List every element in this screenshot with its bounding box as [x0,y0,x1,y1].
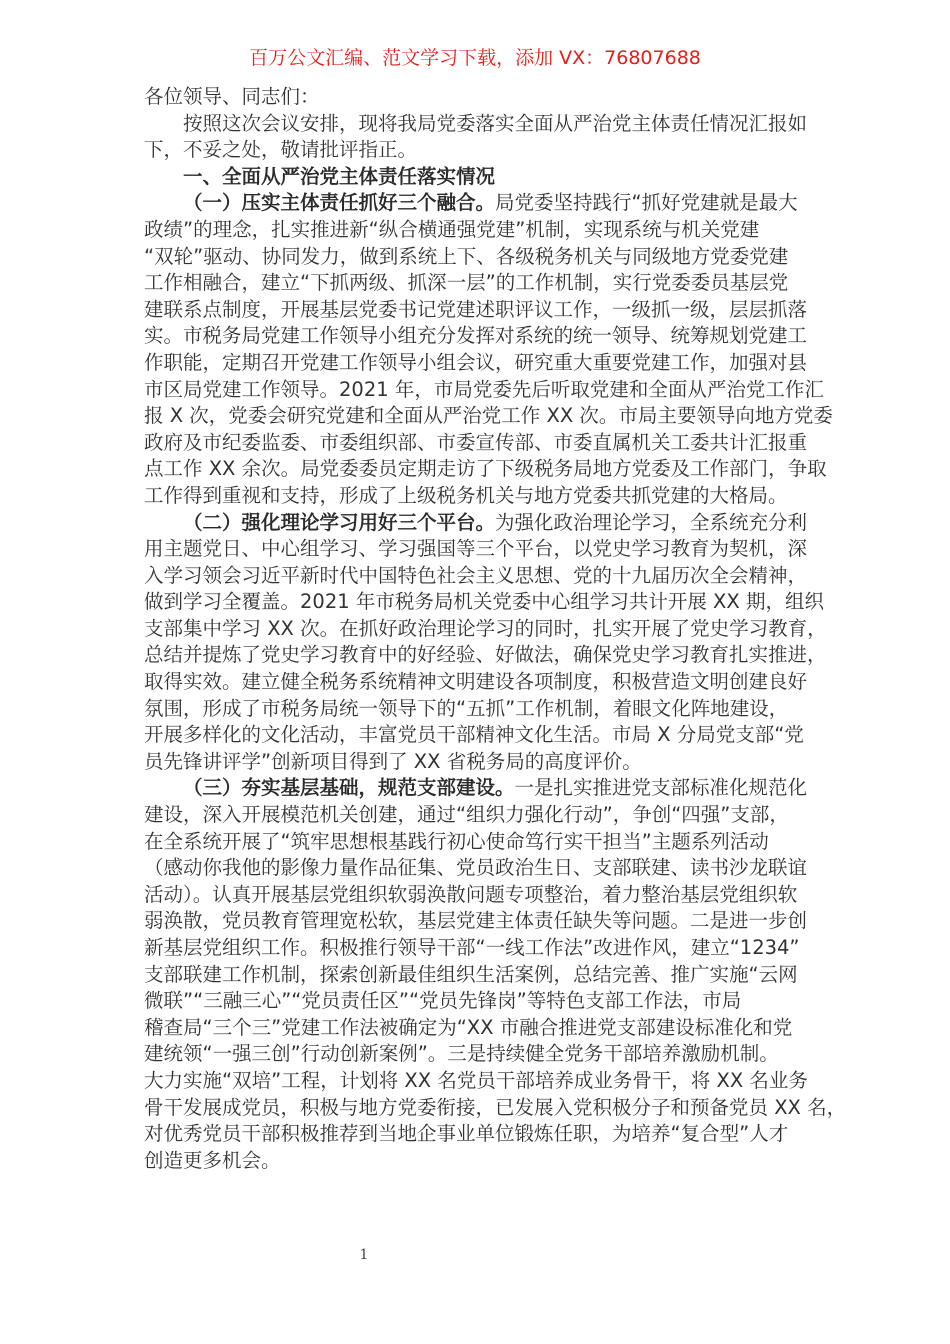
paragraph-line: 市区局党建工作领导。2021 年，市局党委先后听取党建和全面从严治党工作汇 [144,377,824,401]
paragraph-lead: （二）强化理论学习用好三个平台。 [183,510,496,534]
section-heading: 一、全面从严治党主体责任落实情况 [183,164,496,188]
paragraph-line: 稽查局“三个三”党建工作法被确定为“XX 市融合推进党支部建设标准化和党 [144,1015,793,1039]
intro-line: 下，不妥之处，敬请批评指正。 [144,138,418,162]
paragraph-line: 做到学习全覆盖。2021 年市税务局机关党委中心组学习共计开展 XX 期，组织 [144,590,824,614]
paragraph-first-line [144,190,814,217]
paragraph-line: 工作得到重视和支持，形成了上级税务机关与地方党委共抓党建的大格局。 [144,483,788,507]
paragraph-line: 实。市税务局党建工作领导小组充分发挥对系统的统一领导、统筹规划党建工 [144,324,808,348]
paragraph-line: 点工作 XX 余次。局党委委员定期走访了下级税务局地方党委及工作部门，争取 [144,457,827,481]
paragraph-line: 建联系点制度，开展基层党委书记党建述职评议工作，一级抓一级，层层抓落 [144,297,808,321]
paragraph-line: 新基层党组织工作。积极推行领导干部“一线工作法”改进作风，建立“1234” [144,936,800,959]
paragraph-line: 建设，深入开展模范机关创建，通过“组织力强化行动”，争创“四强”支部， [144,803,789,827]
paragraph-line: 支部联建工作机制，探索创新最佳组织生活案例，总结完善、推广实施“云网 [144,962,798,986]
paragraph-line: 创造更多机会。 [144,1148,281,1172]
document-body [144,84,847,1174]
paragraph-line: 用主题党日、中心组学习、学习强国等三个平台，以党史学习教育为契机，深 [144,537,808,561]
page-number: 1 [359,1247,369,1263]
paragraph-line: 氛围，形成了市税务局统一领导下的“五抓”工作机制，着眼文化阵地建设， [144,696,789,720]
paragraph-line: 在全系统开展了“筑牢思想根基践行初心使命笃行实干担当”主题系列活动 [144,829,769,853]
paragraph-line: 微联”“三融三心”“党员责任区”“党员先锋岗”等特色支部工作法，市局 [144,989,742,1013]
paragraph-line: 员先锋讲评学”创新项目得到了 XX 省税务局的高度评价。 [144,749,642,773]
paragraph-text: 局党委坚持践行“抓好党建就是最大 [495,191,798,215]
paragraph-line: 支部集中学习 XX 次。在抓好政治理论学习的同时，扎实开展了党史学习教育， [144,616,827,640]
intro-line: 按照这次会议安排，现将我局党委落实全面从严治党主体责任情况汇报如 [183,111,808,135]
paragraph-lead: （三）夯实基层基础，规范支部建设。 [183,776,515,800]
paragraph-line: 报 X 次，党委会研究党建和全面从严治党工作 XX 次。市局主要领导向地方党委 [144,404,833,428]
paragraph-first-line [144,775,814,802]
paragraph-line: 骨干发展成党员，积极与地方党委衔接，已发展入党积极分子和预备党员 XX 名， [144,1095,847,1119]
paragraph-line: 政府及市纪委监委、市委组织部、市委宣传部、市委直属机关工委共计汇报重 [144,430,808,454]
paragraph-line: （感动你我他的影像力量作品征集、党员政治生日、支部联建、读书沙龙联谊 [144,856,808,880]
paragraph-line: 入学习领会习近平新时代中国特色社会主义思想、党的十九届历次全会精神， [144,563,808,587]
watermark-header: 百万公文汇编、范文学习下载，添加 VX：76807688 [249,47,701,69]
paragraph-line: 政绩”的理念，扎实推进新“纵合横通强党建”机制，实现系统与机关党建 [144,217,760,241]
paragraph-line: 工作相融合，建立“下抓两级、抓深一层”的工作机制，实行党委委员基层党 [144,271,789,295]
paragraph-line: 取得实效。建立健全税务系统精神文明建设各项制度，积极营造文明创建良好 [144,670,808,694]
paragraph-line: 开展多样化的文化活动，丰富党员干部精神文化生活。市局 X 分局党支部“党 [144,723,804,747]
paragraph-line: 建统领“一强三创”行动创新案例”。三是持续健全党务干部培养激励机制。 [144,1042,779,1066]
salutation: 各位领导、同志们： [144,85,320,108]
paragraph-line: 作职能，定期召开党建工作领导小组会议，研究重大重要党建工作，加强对县 [144,350,808,374]
paragraph-first-line [144,510,814,537]
paragraph-text: 一是扎实推进党支部标准化规范化 [514,776,808,800]
paragraph-lead: （一）压实主体责任抓好三个融合。 [183,191,496,215]
paragraph-line: 总结并提炼了党史学习教育中的好经验、好做法，确保党史学习教育扎实推进， [144,643,827,667]
paragraph-line: 活动）。认真开展基层党组织软弱涣散问题专项整治，着力整治基层党组织软 [144,882,798,906]
paragraph-line: 弱涣散，党员教育管理宽松软，基层党建主体责任缺失等问题。二是进一步创 [144,909,808,933]
paragraph-line: 大力实施“双培”工程，计划将 XX 名党员干部培养成业务骨干，将 XX 名业务 [144,1068,808,1092]
paragraph-text: 为强化政治理论学习，全系统充分利 [495,510,808,534]
paragraph-line: 对优秀党员干部积极推荐到当地企事业单位锻炼任职，为培养“复合型”人才 [144,1122,789,1146]
paragraph-line: “双轮”驱动、协同发力，做到系统上下、各级税务机关与同级地方党委党建 [144,244,789,268]
